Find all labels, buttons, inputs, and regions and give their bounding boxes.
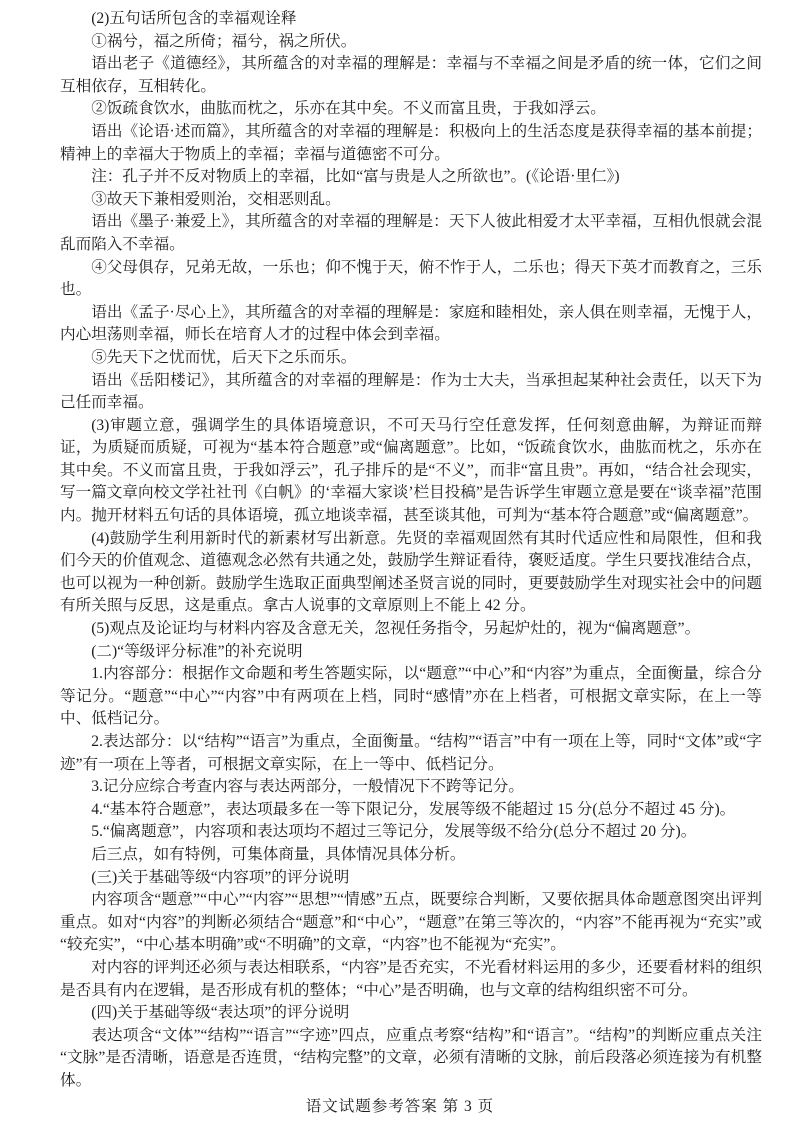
paragraph: (三)关于基础等级“内容项”的评分说明: [91, 868, 350, 886]
paragraph: 注：孔子并不反对物质上的幸福，比如“富与贵是人之所欲也”。(《论语·里仁》): [91, 168, 620, 186]
paragraph: ①祸兮，福之所倚；福兮，祸之所伏。: [91, 32, 357, 50]
paragraph: (5)观点及论证均与材料内容及含意无关，忽视任务指令，另起炉灶的，视为“偏离题意”。: [91, 620, 701, 638]
paragraph: (3)审题立意，强调学生的具体语境意识，不可天马行空任意发挥，任何刻意曲解，为辩证而辩证，为质疑而质疑，可视为“基本符合题意”或“偏离题意”。比如，“饭疏食饮水，曲肱而枕之，乐亦在其中矣。不义而富且贵，于我如浮云”，孔子排斥的是“不义”，而非“富且贵”。再如，“结合社会现实，写一篇文章向校文学社社刊《白帆》的‘幸福大家谈’栏目投稿”是告诉学生审题立意是要在“谈幸福”范围内。抛开材料五句话的具体语境，孤立地谈幸福，甚至谈其他，可判为“基本符合题意”或“偏离题意”。: [60, 416, 762, 525]
paragraph: ②饭疏食饮水，曲肱而枕之，乐亦在其中矣。不义而富且贵，于我如浮云。: [91, 100, 606, 118]
paragraph: ③故天下兼相爱则治，交相恶则乱。: [91, 190, 341, 208]
paragraph: 内容项含“题意”“中心”“内容”“思想”“情感”五点，既要综合判断，又要依据具体命题意图突出评判重点。如对“内容”的判断必须结合“题意”和“中心”，“题意”在第三等次的，“内容”不能再视为“充实”或“较充实”，“中心基本明确”或“不明确”的文章，“内容”也不能视为“充实”。: [60, 891, 762, 954]
paragraph: ④父母俱存，兄弟无故，一乐也；仰不愧于天，俯不怍于人，二乐也；得天下英才而教育之，三乐也。: [60, 258, 762, 299]
paragraph: 2.表达部分：以“结构”“语言”为重点，全面衡量。“结构”“语言”中有一项在上等，同时“文体”或“字迹”有一项在上等者，可根据文章实际，在上一等中、低档记分。: [60, 733, 762, 773]
paragraph: 表达项含“文体”“结构”“语言”“字迹”四点，应重点考察“结构”和“语言”。“结构”的判断应重点关注“文脉”是否清晰，语意是否连贯，“结构完整”的文章，必须有清晰的文脉，前后段落必须连接为有机整体。: [60, 1026, 762, 1089]
paragraph: (四)关于基础等级“表达项”的评分说明: [91, 1004, 350, 1022]
paragraph: 后三点，如有特例，可集体商量，具体情况具体分析。: [91, 845, 466, 863]
paragraph: 对内容的评判还必须与表达相联系，“内容”是否充实，不光看材料运用的多少，还要看材料的组织是否具有内在逻辑，是否形成有机的整体；“中心”是否明确，也与文章的结构组织密不可分。: [60, 958, 762, 999]
paragraph: (二)“等级评分标准”的补充说明: [91, 642, 303, 660]
paragraph: ⑤先天下之忧而忧，后天下之乐而乐。: [91, 348, 357, 366]
page-footer: 语文试题参考答案 第 3 页: [305, 1098, 495, 1115]
paragraph: 语出《孟子·尽心上》，其所蕴含的对幸福的理解是：家庭和睦相处，亲人俱在则幸福，无愧于人，内心坦荡则幸福，师长在培育人才的过程中体会到幸福。: [60, 303, 762, 344]
paragraph: (2)五句话所包含的幸福观诠释: [91, 10, 297, 27]
paragraph: 5.“偏离题意”，内容项和表达项均不超过三等记分，发展等级不给分(总分不超过 20 分)。: [91, 823, 697, 841]
paragraph: 3.记分应综合考查内容与表达两部分，一般情况下不跨等记分。: [91, 778, 524, 796]
paragraph: 1.内容部分：根据作文命题和考生答题实际，以“题意”“中心”和“内容”为重点，全面衡量，综合分等记分。“题意”“中心”“内容”中有两项在上档，同时“感情”亦在上档者，可根据文章实际，在上一等中、低档记分。: [60, 665, 762, 728]
paragraph: (4)鼓励学生利用新时代的新素材写出新意。先贤的幸福观固然有其时代适应性和局限性，但和我们今天的价值观念、道德观念必然有共通之处，鼓励学生辩证看待，褒贬适度。学生只要找准结合点，也可以视为一种创新。鼓励学生选取正面典型阐述圣贤言说的同时，更要鼓励学生对现实社会中的问题有所关照与反思，这是重点。拿古人说事的文章原则上不能上 42 分。: [60, 529, 762, 615]
paragraph: 语出《墨子·兼爱上》，其所蕴含的对幸福的理解是：天下人彼此相爱才太平幸福，互相仇恨就会混乱而陷入不幸福。: [60, 213, 762, 253]
paragraph: 语出《论语·述而篇》，其所蕴含的对幸福的理解是：积极向上的生活态度是获得幸福的基本前提；精神上的幸福大于物质上的幸福；幸福与道德密不可分。: [60, 122, 762, 163]
paragraph: 语出《岳阳楼记》，其所蕴含的对幸福的理解是：作为士大夫，当承担起某种社会责任，以天下为己任而幸福。: [60, 371, 762, 412]
paragraph: 4.“基本符合题意”，表达项最多在一等下限记分，发展等级不能超过 15 分(总分不超过 45 分)。: [91, 800, 736, 818]
document-body: [60, 8, 762, 1093]
paragraph: 语出老子《道德经》，其所蕴含的对幸福的理解是：幸福与不幸福之间是矛盾的统一体，它们之间互相依存，互相转化。: [60, 55, 762, 95]
